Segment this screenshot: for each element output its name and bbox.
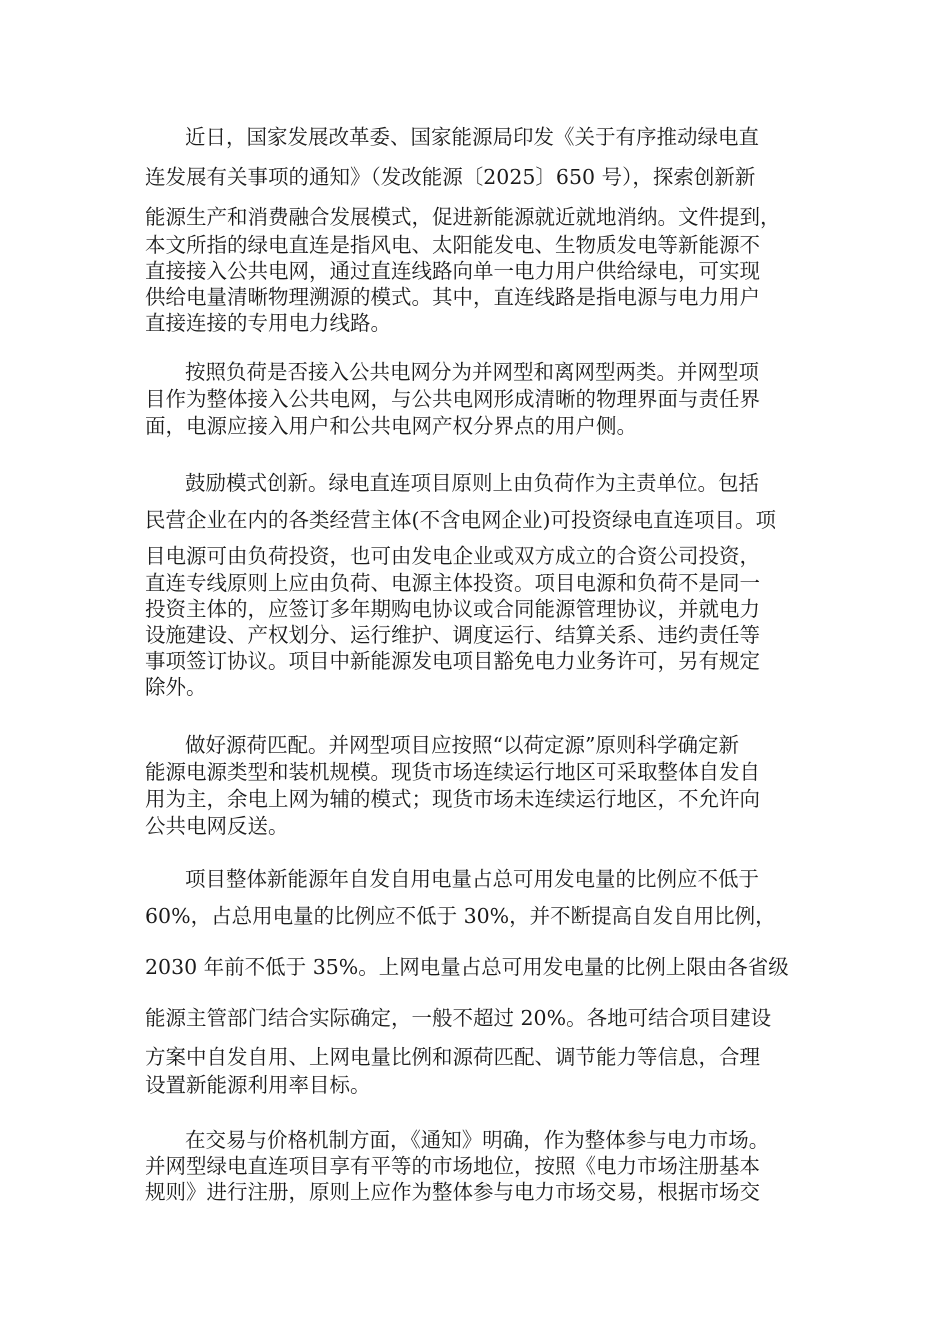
- paragraph-3: [145, 468, 810, 700]
- text-line: 设置新能源利用率目标。: [145, 1073, 371, 1097]
- paragraph-6: [145, 1127, 810, 1205]
- text-line: 规则》进行注册，原则上应作为整体参与电力市场交易，根据市场交: [145, 1180, 760, 1204]
- text-line: 除外。: [145, 675, 207, 699]
- text-line: 目作为整体接入公共电网，与公共电网形成清晰的物理界面与责任界: [145, 387, 760, 411]
- paragraph-5: [145, 864, 810, 1099]
- text-line: 面，电源应接入用户和公共电网产权分界点的用户侧。: [145, 414, 637, 438]
- text-line: 直连专线原则上应由负荷、电源主体投资。项目电源和负荷不是同一: [145, 571, 760, 595]
- text-line: 事项签订协议。项目中新能源发电项目豁免电力业务许可，另有规定: [145, 649, 760, 673]
- text-line: 设施建设、产权划分、运行维护、调度运行、结算关系、违约责任等: [145, 623, 760, 647]
- text-line: 2030 年前不低于 35%。上网电量占总可用发电量的比例上限由各省级: [145, 955, 789, 979]
- text-line: 民营企业在内的各类经营主体(不含电网企业)可投资绿电直连项目。项: [145, 508, 776, 532]
- paragraph-1: [145, 122, 810, 336]
- text-line: 投资主体的，应签订多年期购电协议或合同能源管理协议，并就电力: [145, 597, 760, 621]
- text-line: 直接连接的专用电力线路。: [145, 311, 391, 335]
- text-line: 方案中自发自用、上网电量比例和源荷匹配、调节能力等信息，合理: [145, 1045, 760, 1069]
- text-line: 做好源荷匹配。并网型项目应按照“以荷定源”原则科学确定新: [185, 733, 739, 757]
- text-line: 目电源可由负荷投资，也可由发电企业或双方成立的合资公司投资，: [145, 544, 760, 568]
- paragraph-4: [145, 732, 810, 840]
- text-line: 连发展有关事项的通知》（发改能源〔2025〕650 号），探索创新新: [145, 165, 756, 189]
- text-line: 近日，国家发展改革委、国家能源局印发《关于有序推动绿电直: [185, 125, 759, 149]
- text-line: 用为主，余电上网为辅的模式；现货市场未连续运行地区，不允许向: [145, 787, 760, 811]
- text-line: 供给电量清晰物理溯源的模式。其中，直连线路是指电源与电力用户: [145, 285, 760, 309]
- text-line: 公共电网反送。: [145, 814, 289, 838]
- paragraph-2: [145, 359, 810, 440]
- text-line: 项目整体新能源年自发自用电量占总可用发电量的比例应不低于: [185, 867, 759, 891]
- text-line: 能源生产和消费融合发展模式，促进新能源就近就地消纳。文件提到，: [145, 205, 781, 229]
- text-line: 60%，占总用电量的比例应不低于 30%，并不断提高自发自用比例，: [145, 904, 776, 928]
- text-line: 按照负荷是否接入公共电网分为并网型和离网型两类。并网型项: [185, 360, 759, 384]
- text-line: 在交易与价格机制方面，《通知》明确，作为整体参与电力市场。: [185, 1128, 770, 1152]
- text-line: 鼓励模式创新。绿电直连项目原则上由负荷作为主责单位。包括: [185, 471, 759, 495]
- text-line: 直接接入公共电网，通过直连线路向单一电力用户供给绿电，可实现: [145, 259, 760, 283]
- text-line: 能源电源类型和装机规模。现货市场连续运行地区可采取整体自发自: [145, 760, 760, 784]
- text-line: 能源主管部门结合实际确定，一般不超过 20%。各地可结合项目建设: [145, 1006, 772, 1030]
- text-line: 并网型绿电直连项目享有平等的市场地位，按照《电力市场注册基本: [145, 1154, 760, 1178]
- text-line: 本文所指的绿电直连是指风电、太阳能发电、生物质发电等新能源不: [145, 233, 760, 257]
